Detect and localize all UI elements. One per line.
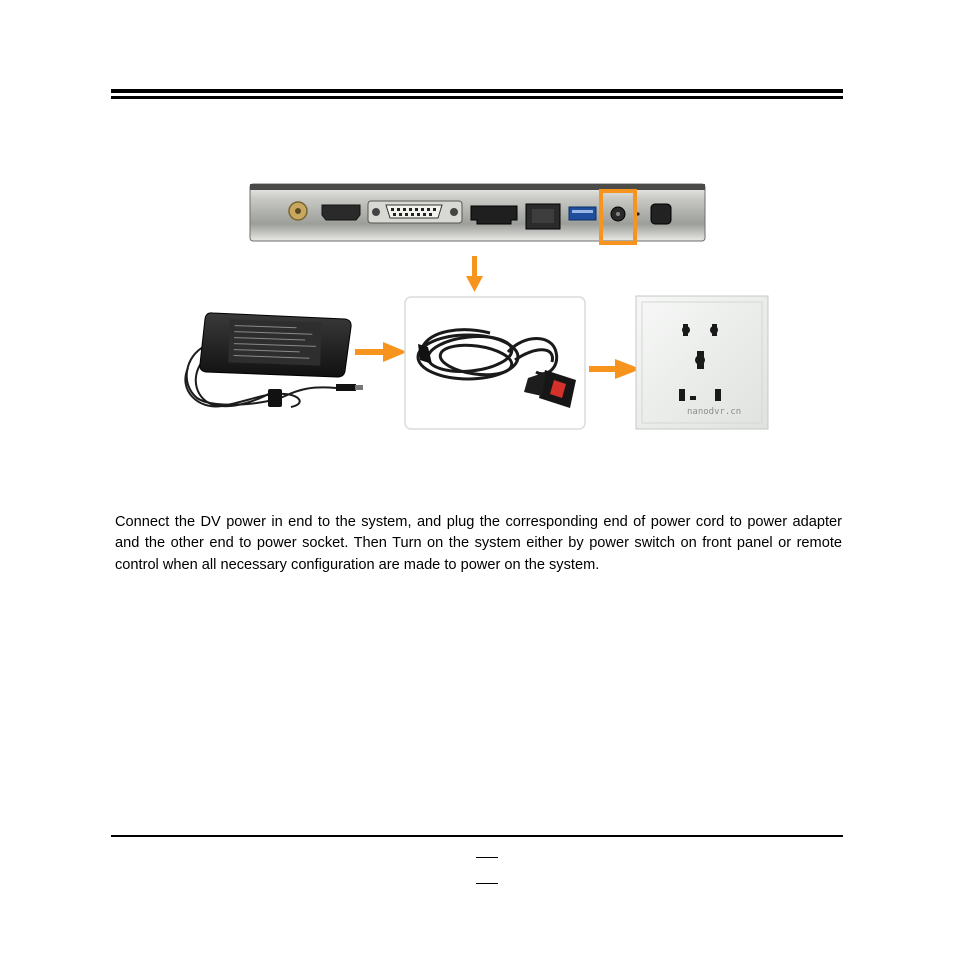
dc-power-jack-icon: [611, 207, 625, 221]
right-arrow-icon: [589, 359, 641, 379]
hdmi-port-icon: [322, 205, 360, 220]
ethernet-port-icon: [526, 204, 560, 229]
power-connection-instructions: Connect the DV power in end to the system, and plug the corresponding end of power cord to power adapter and the other end to power socket. Then Turn on the system either by power switch on front panel or remote control when all necessary configuration are made to power on the system.: [115, 513, 842, 573]
page-number-underline: [476, 883, 498, 884]
down-arrow-icon: [466, 256, 483, 292]
socket-watermark: nanodvr.cn: [687, 407, 742, 417]
power-adapter-image: [185, 313, 363, 407]
wall-socket-image: [636, 296, 768, 429]
antenna-port-icon: [289, 202, 307, 220]
power-cord-image: [405, 297, 585, 429]
device-rear-panel: [250, 184, 705, 243]
dvi-port-icon: [368, 201, 462, 223]
right-arrow-icon: [355, 342, 407, 362]
page-number-underline: [476, 857, 498, 858]
usb-port-icon: [569, 207, 596, 220]
footer-rule: [111, 835, 843, 837]
esata-port-icon: [471, 206, 517, 224]
power-button-icon: [651, 204, 671, 224]
